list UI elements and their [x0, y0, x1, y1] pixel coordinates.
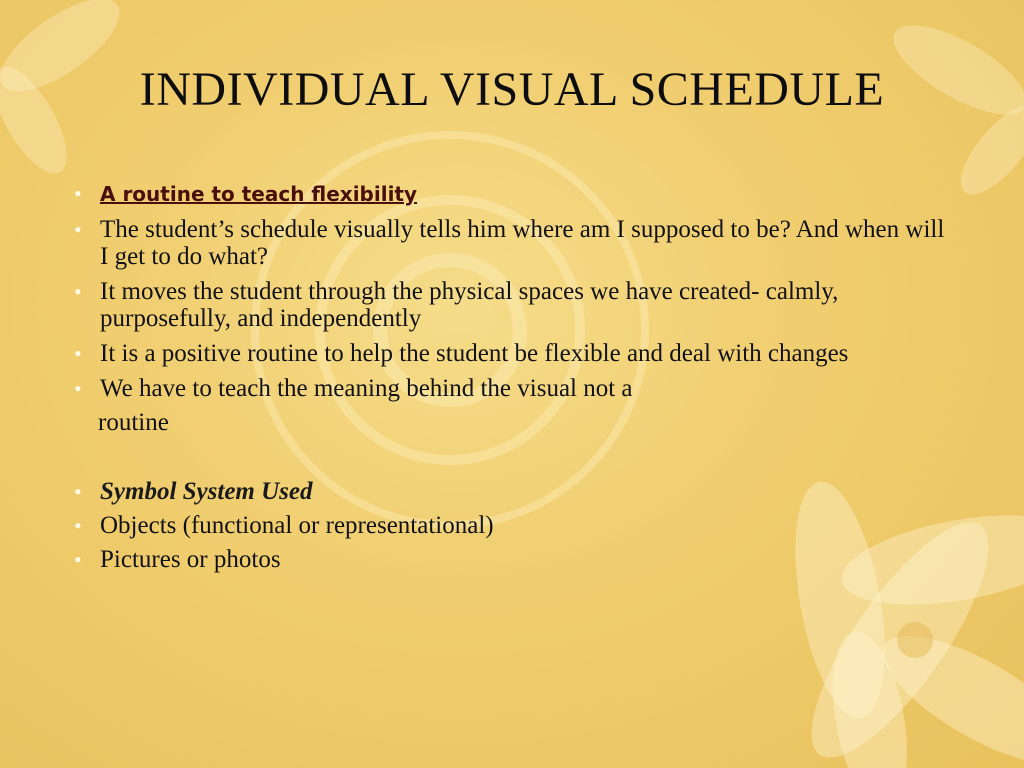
bullet-icon: • — [74, 479, 82, 504]
bullet-icon: • — [74, 513, 82, 538]
list-item — [70, 546, 950, 573]
bullet-icon: • — [74, 217, 82, 242]
list-item — [70, 340, 950, 367]
list-item — [70, 478, 950, 505]
list-item-text: It is a positive routine to help the student be flexible and deal with changes — [100, 340, 849, 367]
list-item-text: Pictures or photos — [100, 546, 281, 573]
list-item — [70, 216, 950, 270]
list-item — [70, 180, 950, 208]
bullet-list — [70, 176, 950, 573]
list-item — [70, 512, 950, 539]
bullet-icon: • — [74, 376, 82, 401]
bullet-icon: • — [74, 547, 82, 572]
list-item-text: The student’s schedule visually tells him where am I supposed to be? And when will I get to do what? — [100, 216, 945, 270]
list-item-text: We have to teach the meaning behind the visual not a — [100, 375, 633, 402]
list-item-text: It moves the student through the physical spaces we have created- calmly, purposefully, and independently — [100, 278, 839, 332]
section-heading-symbol-system: Symbol System Used — [100, 478, 313, 505]
bullet-icon: • — [74, 341, 82, 366]
bullet-icon: • — [74, 181, 82, 206]
bullet-icon: • — [74, 279, 82, 304]
list-item-continuation: routine — [98, 409, 169, 436]
list-item — [70, 375, 950, 402]
slide-title: INDIVIDUAL VISUAL SCHEDULE — [139, 63, 885, 116]
section-heading-flexibility: A routine to teach flexibility — [100, 182, 418, 206]
list-item-text: Objects (functional or representational) — [100, 512, 494, 539]
list-item — [70, 278, 950, 332]
